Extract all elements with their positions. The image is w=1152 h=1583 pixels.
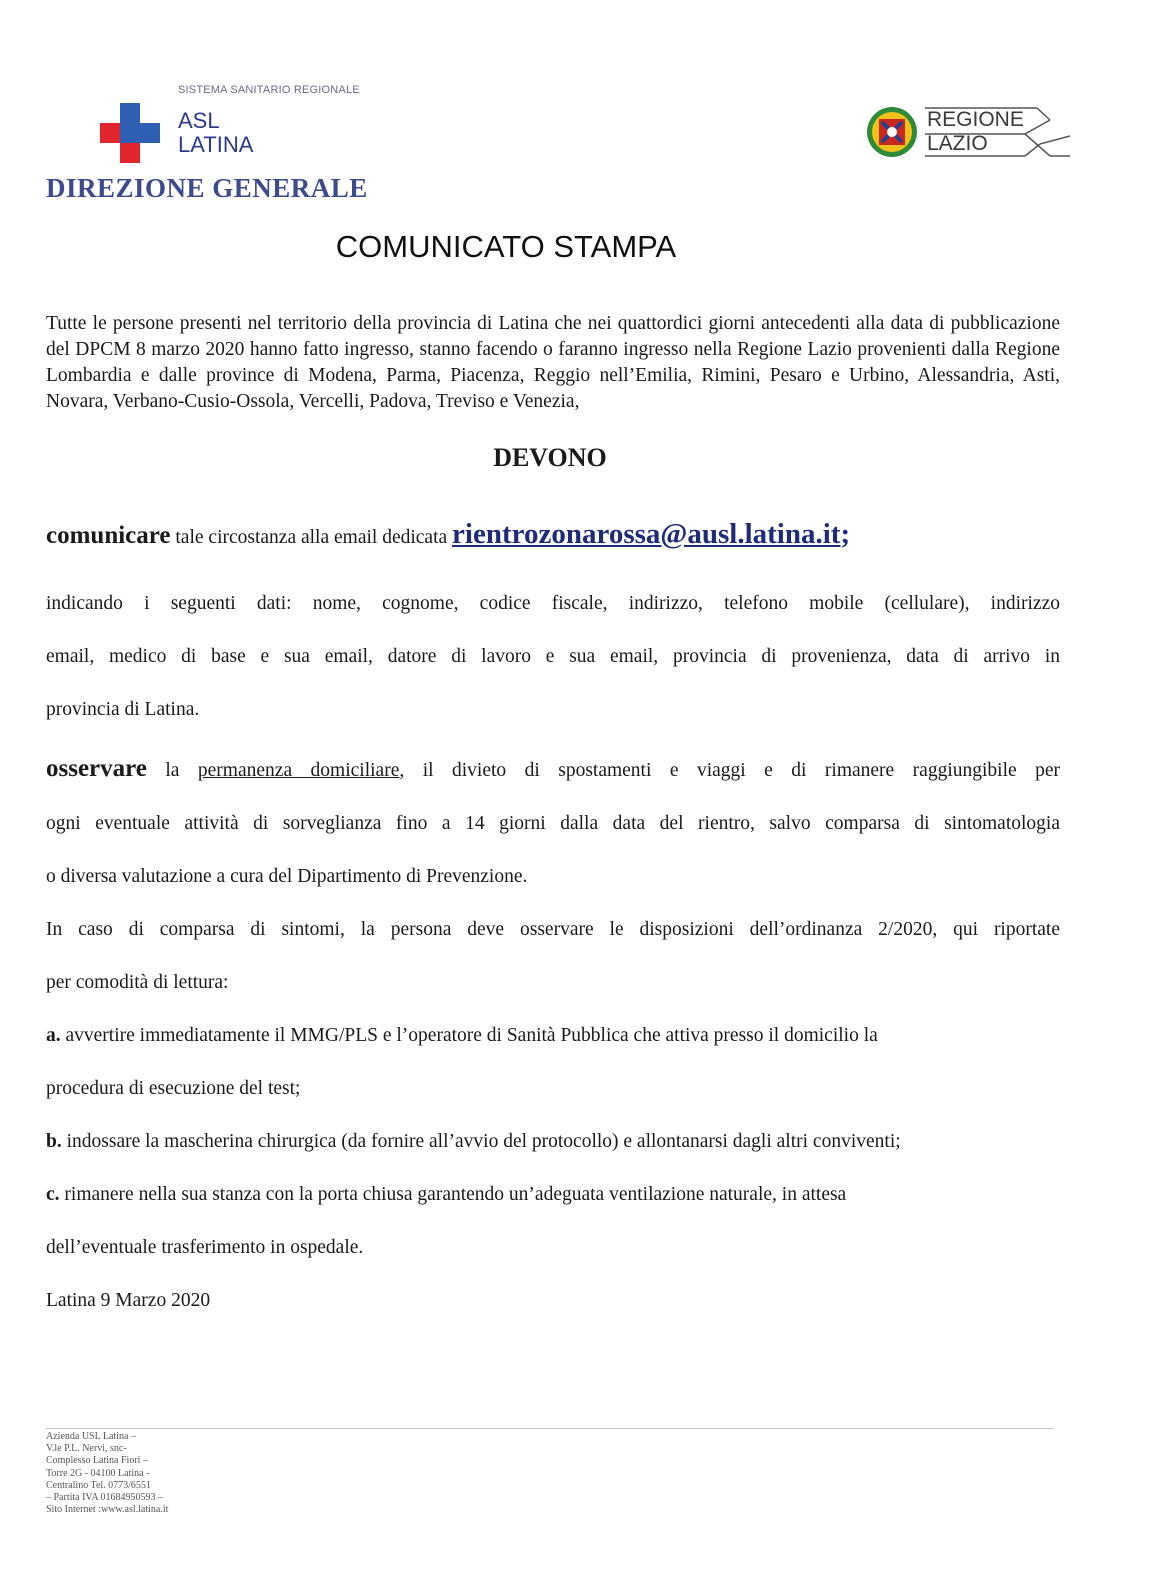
footer-divider bbox=[46, 1428, 1054, 1429]
osservare-post: , il divieto di spostamenti e viaggi e di rimanere raggiungibile per bbox=[399, 760, 1061, 781]
regione-name-line2: LAZIO bbox=[927, 132, 988, 155]
asl-system-label: SISTEMA SANITARIO REGIONALE bbox=[178, 84, 360, 96]
regione-lazio-emblem-icon bbox=[866, 106, 918, 158]
asl-name bbox=[178, 109, 253, 157]
comunicare-line bbox=[46, 514, 1060, 558]
sintomi-line-1: In caso di comparsa di sintomi, la persona deve osservare le disposizioni dell’ordinanza 2/2020, qui riportate bbox=[46, 919, 1060, 940]
asl-cross-logo-icon bbox=[100, 103, 160, 163]
item-b-line-1 bbox=[46, 1129, 1060, 1155]
email-link[interactable]: rientrozonarossa@ausl.latina.it bbox=[452, 518, 841, 550]
footer-line: Centralino Tel. 0773/6551 bbox=[46, 1479, 151, 1491]
direzione-generale-heading: DIREZIONE GENERALE bbox=[46, 173, 368, 203]
footer-address bbox=[46, 1431, 168, 1516]
item-a-text: avvertire immediatamente il MMG/PLS e l’operatore di Sanità Pubblica che attiva presso il domicilio la bbox=[60, 1025, 878, 1046]
osservare-line-3: o diversa valutazione a cura del Dipartimento di Prevenzione. bbox=[46, 866, 528, 887]
asl-name-line2: LATINA bbox=[178, 132, 254, 157]
item-c-text: rimanere nella sua stanza con la porta chiusa garantendo un’adeguata ventilazione naturale, in attesa bbox=[59, 1184, 847, 1205]
item-a-label: a. bbox=[46, 1025, 61, 1046]
item-b-text: indossare la mascherina chirurgica (da fornire all’avvio del protocollo) e allontanarsi dagli altri conviventi; bbox=[61, 1131, 901, 1152]
osservare-pre: la bbox=[146, 760, 198, 781]
asl-name-line1: ASL bbox=[178, 108, 220, 133]
osservare-line-1 bbox=[46, 754, 1060, 786]
footer-line: Torre 2G - 04100 Latina - bbox=[46, 1467, 150, 1479]
item-c-line-2: dell’eventuale trasferimento in ospedale. bbox=[46, 1237, 364, 1258]
date-line: Latina 9 Marzo 2020 bbox=[46, 1290, 211, 1311]
page-title: COMUNICATO STAMPA bbox=[335, 229, 677, 264]
intro-paragraph: Tutte le persone presenti nel territorio della provincia di Latina che nei quattordici giorni antecedenti alla data di pubblicazione del DPCM 8 marzo 2020 hanno fatto ingresso, stanno facendo o faranno ingresso nella Regione Lazio provenienti dalla Regione Lombardia e dalle province di Modena, Parma, Piacenza, Reggio nell’Emilia, Rimini, Pesaro e Urbino, Alessandria, Asti, Novara, Verbano-Cusio-Ossola, Vercelli, Padova, Treviso e Venezia, bbox=[46, 313, 1060, 412]
item-a-line-2: procedura di esecuzione del test; bbox=[46, 1078, 301, 1099]
comunicare-lead: comunicare bbox=[46, 522, 171, 549]
footer-line: V.le P.L. Nervi, snc- bbox=[46, 1443, 127, 1455]
item-a-line-1 bbox=[46, 1023, 1060, 1049]
devono-heading: DEVONO bbox=[493, 443, 607, 472]
permanenza-domiciliare: permanenza domiciliare bbox=[197, 760, 400, 781]
comunicare-text: tale circostanza alla email dedicata bbox=[170, 527, 453, 548]
footer-line: – Partita IVA 01684950593 – bbox=[46, 1492, 164, 1504]
comunicare-tail: ; bbox=[840, 518, 851, 550]
indicando-line-2: email, medico di base e sua email, datore di lavoro e sua email, provincia di provenienza, data di arrivo in bbox=[46, 646, 1060, 667]
footer-website[interactable]: Sito Internet :www.asl.latina.it bbox=[46, 1504, 169, 1516]
sintomi-line-2: per comodità di lettura: bbox=[46, 972, 229, 993]
indicando-line-3: provincia di Latina. bbox=[46, 699, 200, 720]
footer-line: Azienda USL Latina – bbox=[46, 1431, 136, 1442]
regione-name-line1: REGIONE bbox=[927, 108, 1024, 131]
footer-line: Complesso Latina Fiori – bbox=[46, 1455, 148, 1467]
item-c-line-1 bbox=[46, 1182, 1060, 1208]
item-b-label: b. bbox=[46, 1131, 62, 1152]
osservare-lead: osservare bbox=[46, 755, 147, 782]
item-c-label: c. bbox=[46, 1184, 60, 1205]
indicando-line-1: indicando i seguenti dati: nome, cognome, codice fiscale, indirizzo, telefono mobile (cellulare), indirizzo bbox=[46, 593, 1060, 614]
osservare-line-2: ogni eventuale attività di sorveglianza fino a 14 giorni dalla data del rientro, salvo comparsa di sintomatologia bbox=[46, 813, 1060, 834]
regione-lazio-name bbox=[925, 106, 1070, 160]
